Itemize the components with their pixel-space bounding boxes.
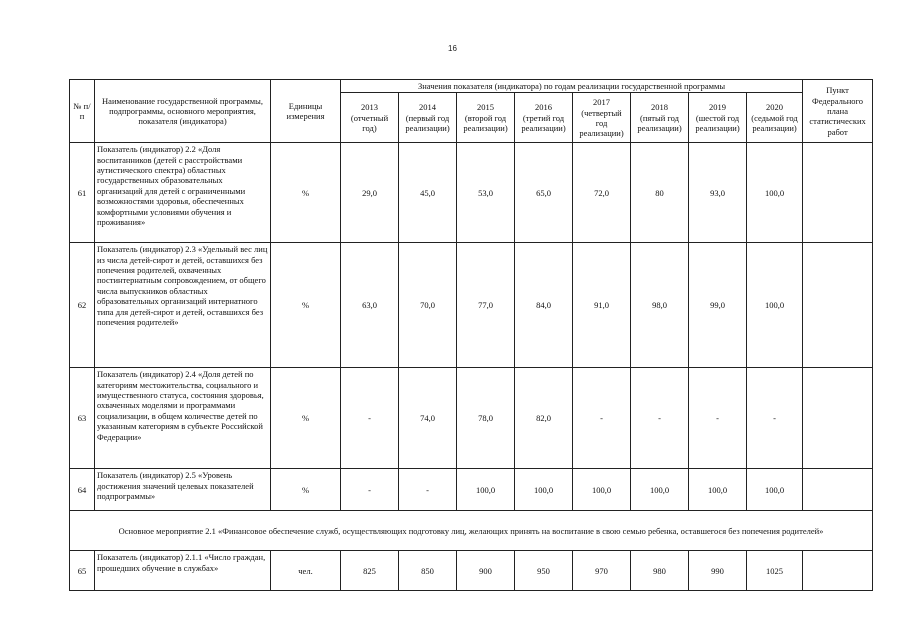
page-number: 16: [448, 44, 457, 53]
row-name: Показатель (индикатор) 2.4 «Доля детей по категориям местожительства, социального и имущественного статуса, состояния здоровья, охваченных моделями и программами социализации, в общем количестве детей по указанным категориям в субъекте Российской Федерации»: [95, 368, 271, 469]
value-cell: 74,0: [399, 368, 457, 469]
value-cell: 72,0: [573, 143, 631, 243]
row-unit: %: [271, 143, 341, 243]
value-cell: -: [631, 368, 689, 469]
value-cell: 100,0: [747, 243, 803, 368]
value-cell: 850: [399, 551, 457, 591]
header-year-2018: [631, 93, 689, 143]
table-row: [70, 143, 873, 243]
value-cell: 100,0: [457, 469, 515, 511]
value-cell: 82,0: [515, 368, 573, 469]
year-note: (отчетный год): [350, 112, 389, 134]
header-year-2015: [457, 93, 515, 143]
year-label: 2013: [361, 102, 378, 113]
row-name: Показатель (индикатор) 2.3 «Удельный вес лиц из числа детей-сирот и детей, оставшихся без попечения родителей, охваченных постинтернатным сопровождением, от общего числа выпускников областных образовательных организаций интернатного типа для детей-сирот и детей, оставшихся без попечения родителей»: [95, 243, 271, 368]
value-cell: 100,0: [689, 469, 747, 511]
value-cell: -: [399, 469, 457, 511]
indicators-table: [69, 79, 873, 591]
value-cell: 100,0: [573, 469, 631, 511]
year-note: (третий год реализации): [521, 112, 566, 134]
value-cell: 78,0: [457, 368, 515, 469]
value-cell: 84,0: [515, 243, 573, 368]
year-note: (шестой год реализации): [695, 112, 740, 134]
header-year-2019: [689, 93, 747, 143]
year-note: (четвертый год реализации): [579, 107, 624, 139]
table-row: [70, 551, 873, 591]
header-year-2017: [573, 93, 631, 143]
year-note: (первый год реализации): [405, 112, 450, 134]
value-cell: 98,0: [631, 243, 689, 368]
row-unit: %: [271, 243, 341, 368]
value-cell: 825: [341, 551, 399, 591]
value-cell: 65,0: [515, 143, 573, 243]
header-values-group: Значения показателя (индикатора) по годам реализации государственной программы: [341, 80, 803, 93]
header-col-num: № п/п: [70, 80, 95, 143]
value-cell: 29,0: [341, 143, 399, 243]
row-unit: чел.: [271, 551, 341, 591]
value-cell: 900: [457, 551, 515, 591]
value-cell: -: [747, 368, 803, 469]
value-cell: 100,0: [747, 469, 803, 511]
value-cell: 100,0: [747, 143, 803, 243]
value-cell: -: [341, 469, 399, 511]
value-cell: 80: [631, 143, 689, 243]
value-cell: 100,0: [631, 469, 689, 511]
row-num: 62: [70, 243, 95, 368]
table-row: [70, 368, 873, 469]
value-cell: -: [689, 368, 747, 469]
year-label: 2015: [477, 102, 494, 113]
value-cell: 950: [515, 551, 573, 591]
year-label: 2019: [709, 102, 726, 113]
value-cell: 100,0: [515, 469, 573, 511]
section-row: [70, 511, 873, 551]
value-cell: 970: [573, 551, 631, 591]
year-note: (второй год реализации): [463, 112, 508, 134]
header-year-2016: [515, 93, 573, 143]
value-cell: 990: [689, 551, 747, 591]
header-col-name: Наименование государственной программы, подпрограммы, основного мероприятия, показателя (индикатора): [95, 80, 271, 143]
row-num: 64: [70, 469, 95, 511]
value-cell: 63,0: [341, 243, 399, 368]
year-label: 2014: [419, 102, 436, 113]
year-label: 2017: [593, 97, 610, 108]
header-col-plan: Пункт Федерального плана статистических работ: [803, 80, 873, 143]
value-cell: 91,0: [573, 243, 631, 368]
row-name: Показатель (индикатор) 2.1.1 «Число граждан, прошедших обучение в службах»: [95, 551, 271, 591]
plan-cell: [803, 469, 873, 511]
row-unit: %: [271, 368, 341, 469]
value-cell: 45,0: [399, 143, 457, 243]
header-year-2020: [747, 93, 803, 143]
value-cell: 53,0: [457, 143, 515, 243]
value-cell: 99,0: [689, 243, 747, 368]
value-cell: 93,0: [689, 143, 747, 243]
row-num: 65: [70, 551, 95, 591]
value-cell: -: [341, 368, 399, 469]
value-cell: 980: [631, 551, 689, 591]
row-name: Показатель (индикатор) 2.2 «Доля воспитанников (детей с расстройствами аутистического спектра) областных государственных образовательных организаций для детей с ограниченными возможностями здоровья, обеспеченных комфортными условиями обучения и проживания»: [95, 143, 271, 243]
year-label: 2018: [651, 102, 668, 113]
header-row-top: [70, 80, 873, 93]
year-label: 2020: [766, 102, 784, 113]
section-title: Основное мероприятие 2.1 «Финансовое обеспечение служб, осуществляющих подготовку лиц, желающих принять на воспитание в свою семью ребенка, оставшегося без попечения родителей»: [70, 511, 873, 551]
year-note: (пятый год реализации): [637, 112, 682, 134]
plan-cell: [803, 143, 873, 243]
value-cell: 70,0: [399, 243, 457, 368]
year-note: (седьмой год реализации): [751, 112, 798, 134]
value-cell: 77,0: [457, 243, 515, 368]
row-num: 63: [70, 368, 95, 469]
table-row: [70, 243, 873, 368]
row-unit: %: [271, 469, 341, 511]
plan-cell: [803, 551, 873, 591]
header-year-2013: [341, 93, 399, 143]
plan-cell: [803, 368, 873, 469]
value-cell: 1025: [747, 551, 803, 591]
header-year-2014: [399, 93, 457, 143]
header-col-unit: Единицы измерения: [271, 80, 341, 143]
year-label: 2016: [535, 102, 552, 113]
row-num: 61: [70, 143, 95, 243]
table-row: [70, 469, 873, 511]
plan-cell: [803, 243, 873, 368]
row-name: Показатель (индикатор) 2.5 «Уровень достижения значений целевых показателей подпрограммы»: [95, 469, 271, 511]
value-cell: -: [573, 368, 631, 469]
